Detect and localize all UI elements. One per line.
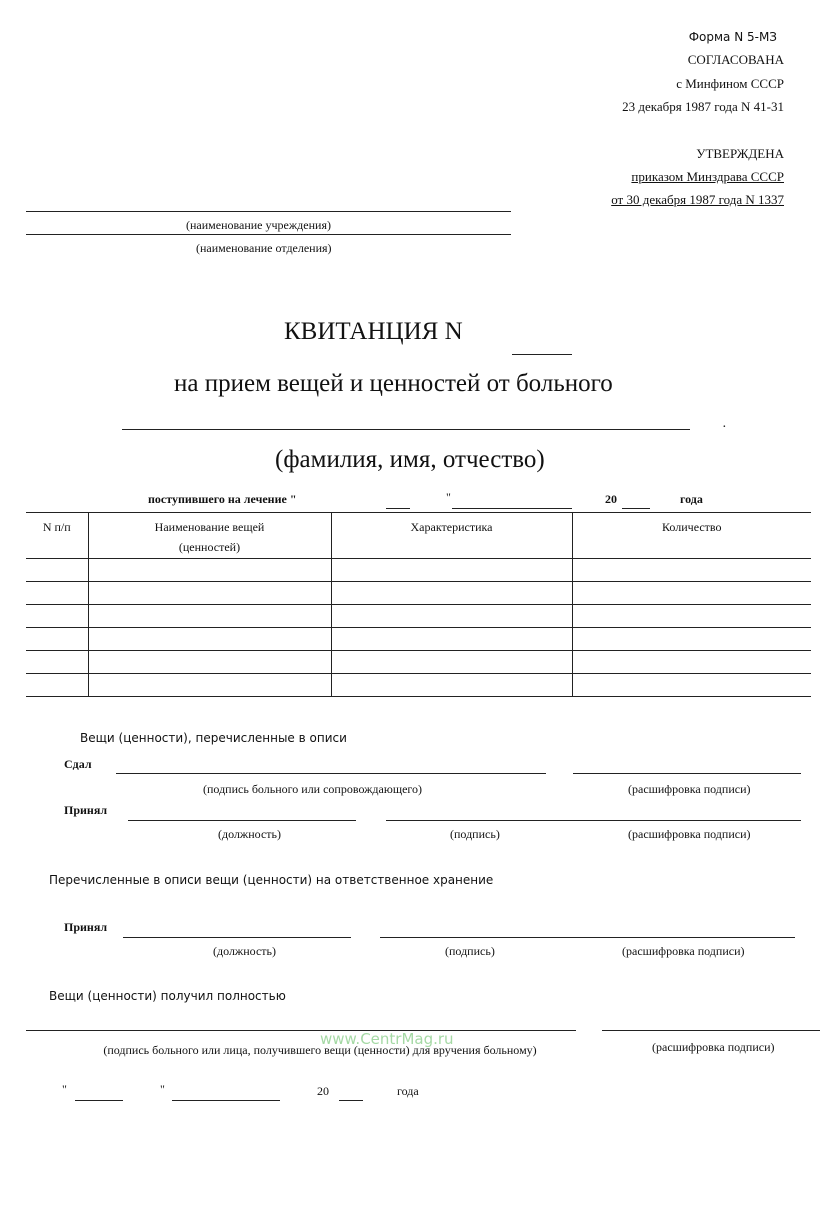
admission-day-line[interactable] [386, 508, 410, 509]
admission-quote: " [446, 490, 451, 504]
form-number: Форма N 5-МЗ [688, 30, 777, 44]
header-characteristic: Характеристика [331, 513, 572, 559]
table-row[interactable] [26, 559, 811, 582]
receipt-number-line[interactable] [512, 354, 572, 355]
admission-year-prefix: 20 [605, 492, 617, 506]
approved-date: от 30 декабря 1987 года N 1337 [611, 192, 784, 207]
patient-name-line[interactable] [122, 429, 690, 430]
fio-caption: (фамилия, имя, отчество) [275, 446, 545, 473]
table-row[interactable] [26, 628, 811, 651]
storage-intro: Перечисленные в описи вещи (ценности) на ответственное хранение [49, 873, 494, 887]
return-sign-caption: (подпись больного или лица, получившего вещи (ценности) для вручения больному) [103, 1043, 537, 1057]
gave-sign-line[interactable] [116, 773, 546, 774]
return-year-prefix: 20 [317, 1084, 329, 1098]
return-month-line[interactable] [172, 1100, 280, 1101]
approved-by: приказом Минздрава СССР [631, 169, 784, 184]
header-number: N п/п [26, 513, 88, 559]
return-quote-open: " [62, 1082, 67, 1096]
institution-caption: (наименование учреждения) [186, 218, 331, 232]
header-item-name: Наименование вещей (ценностей) [88, 513, 331, 559]
storage-decode-caption: (расшифровка подписи) [622, 944, 745, 958]
approved-label: УТВЕРЖДЕНА [696, 146, 784, 161]
watermark: www.CentrMag.ru [320, 1030, 454, 1048]
admission-month-line[interactable] [452, 508, 572, 509]
header-quantity: Количество [572, 513, 811, 559]
return-quote-close: " [160, 1082, 165, 1096]
dot-mark: · [722, 420, 727, 435]
admission-label: поступившего на лечение " [148, 492, 297, 506]
department-caption: (наименование отделения) [196, 241, 332, 255]
received-label: Принял [64, 803, 108, 817]
received-sign-line[interactable] [386, 820, 801, 821]
storage-sign-line[interactable] [380, 937, 795, 938]
received-sign-caption: (подпись) [450, 827, 500, 841]
receipt-subtitle: на прием вещей и ценностей от больного [174, 370, 613, 397]
storage-received-label: Принял [64, 920, 108, 934]
received-position-caption: (должность) [218, 827, 281, 841]
return-sign-line[interactable] [26, 1030, 576, 1031]
agreed-with: с Минфином СССР [676, 76, 784, 91]
gave-sign-caption: (подпись больного или сопровождающего) [203, 782, 423, 796]
admission-year-suffix: года [680, 492, 703, 506]
storage-sign-caption: (подпись) [445, 944, 495, 958]
return-day-line[interactable] [75, 1100, 123, 1101]
received-decode-caption: (расшифровка подписи) [628, 827, 751, 841]
table-row[interactable] [26, 582, 811, 605]
return-decode-line[interactable] [602, 1030, 820, 1031]
gave-decode-caption: (расшифровка подписи) [628, 782, 751, 796]
department-line[interactable] [26, 234, 511, 235]
handover-intro: Вещи (ценности), перечисленные в описи [80, 731, 347, 745]
table-row[interactable] [26, 651, 811, 674]
table-row[interactable] [26, 605, 811, 628]
storage-position-caption: (должность) [213, 944, 276, 958]
table-row[interactable] [26, 674, 811, 697]
agreed-label: СОГЛАСОВАНА [687, 52, 784, 67]
institution-line[interactable] [26, 211, 511, 212]
gave-label: Сдал [64, 757, 92, 771]
return-year-suffix: года [397, 1084, 419, 1098]
return-intro: Вещи (ценности) получил полностью [49, 989, 286, 1003]
received-position-line[interactable] [128, 820, 356, 821]
receipt-title: КВИТАНЦИЯ N [284, 318, 463, 345]
agreed-date: 23 декабря 1987 года N 41-31 [622, 99, 784, 114]
admission-year-line[interactable] [622, 508, 650, 509]
storage-position-line[interactable] [123, 937, 351, 938]
return-year-line[interactable] [339, 1100, 363, 1101]
items-table [26, 512, 811, 697]
gave-decode-line[interactable] [573, 773, 801, 774]
return-decode-caption: (расшифровка подписи) [652, 1040, 775, 1054]
